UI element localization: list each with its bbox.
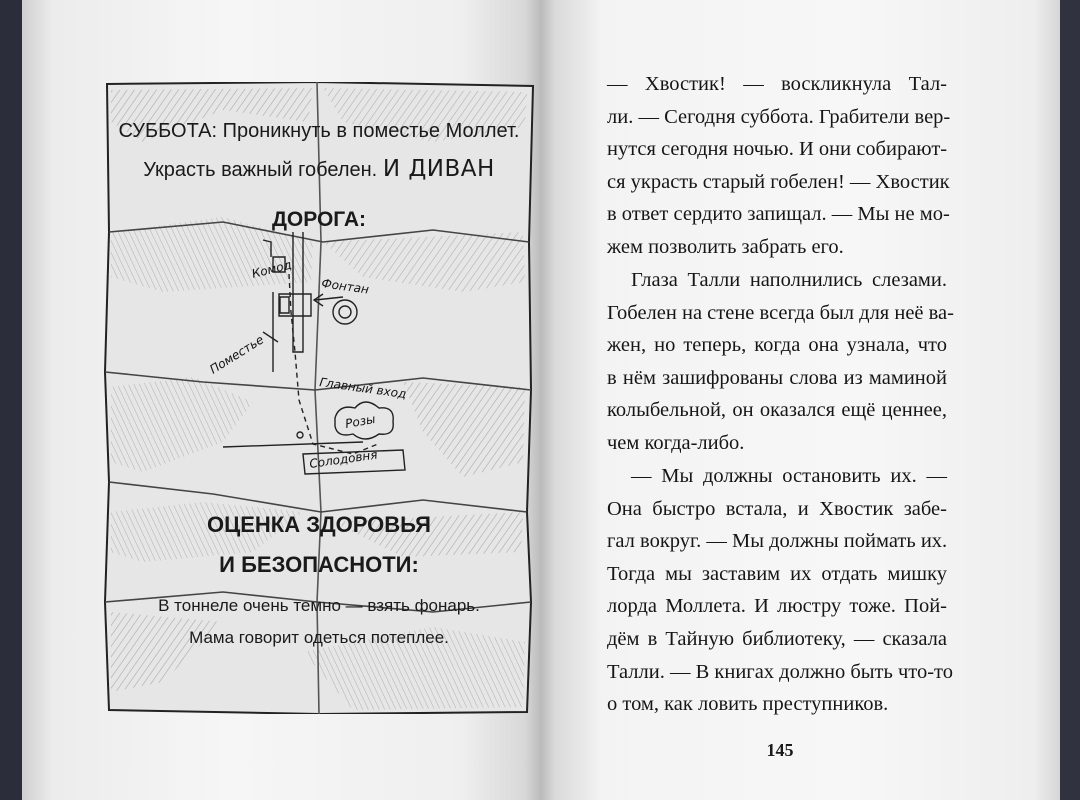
text-line: гал вокруг. — Мы должны поймать их.: [607, 530, 948, 553]
text-line: — Хвостик! — воскликнула Тал-: [607, 73, 947, 95]
text-line: колыбельной, он оказался ещё ценнее,: [607, 399, 947, 422]
health-heading-line-2: И БЕЗОПАСНОТИ:: [219, 552, 419, 577]
text-line: Глаза Талли наполнились слезами.: [631, 269, 947, 291]
text-line: Тогда мы заставим их отдать мишку: [607, 562, 947, 585]
text-line: Гобелен на стене всегда был для неё ва-: [607, 301, 954, 324]
note-line-2: [103, 156, 535, 182]
text-line: дём в Тайную библиотеку, — сказала: [607, 627, 947, 650]
note-line-2-text: Украсть важный гобелен.: [143, 159, 378, 181]
paragraph-2: [607, 264, 954, 460]
text-line: лорда Моллета. И люстру тоже. Пой-: [607, 595, 947, 618]
text-line: ся украсть старый гобелен! — Хвостик: [607, 170, 950, 193]
text-line: в нём зашифрованы слова из маминой: [607, 366, 947, 389]
text-line: чем когда-либо.: [607, 431, 745, 454]
map-label-solodovnya: Солодовня: [308, 447, 379, 471]
route-heading: ДОРОГА:: [271, 208, 367, 231]
text-line: ли. — Сегодня суббота. Грабители вер-: [607, 105, 951, 128]
text-line: Она быстро встала, и Хвостик забе-: [607, 497, 947, 520]
map-label-fontan: Фонтан: [320, 276, 370, 297]
text-line: жем позволить забрать его.: [607, 235, 844, 258]
text-line: в ответ сердито запищал. — Мы не мо-: [607, 203, 950, 226]
map-label-rozy: Розы: [344, 411, 377, 431]
note-tip-2: Мама говорит одеться потеплее.: [189, 628, 449, 647]
text-line: о том, как ловить преступников.: [607, 693, 889, 716]
map-label-pomestye: Поместье: [207, 332, 267, 377]
note-line-1: СУББОТА: Проникнуть в поместье Моллет.: [118, 120, 520, 142]
crumpled-note: [103, 82, 535, 714]
map-label-glavny-vhod: Главный вход: [318, 375, 408, 402]
note-tip-1: В тоннеле очень темно — взять фонарь.: [158, 596, 480, 615]
map-label-komod: Комод: [250, 257, 294, 281]
page-number: 145: [766, 740, 794, 760]
note-handwritten-addition: И ДИВАН: [382, 156, 495, 182]
text-line: нутся сегодня ночью. И они собирают-: [607, 138, 948, 161]
paragraph-3: [607, 460, 953, 721]
text-line: жен, но теперь, когда она узнала, что: [607, 334, 947, 357]
text-line: — Мы должны остановить их. —: [631, 465, 947, 487]
background-left: [0, 0, 22, 800]
health-heading-line-1: ОЦЕНКА ЗДОРОВЬЯ: [207, 512, 431, 537]
text-line: Талли. — В книгах должно быть что-то: [607, 660, 953, 683]
background-right: [1060, 0, 1080, 800]
paragraph-1: [607, 68, 951, 264]
